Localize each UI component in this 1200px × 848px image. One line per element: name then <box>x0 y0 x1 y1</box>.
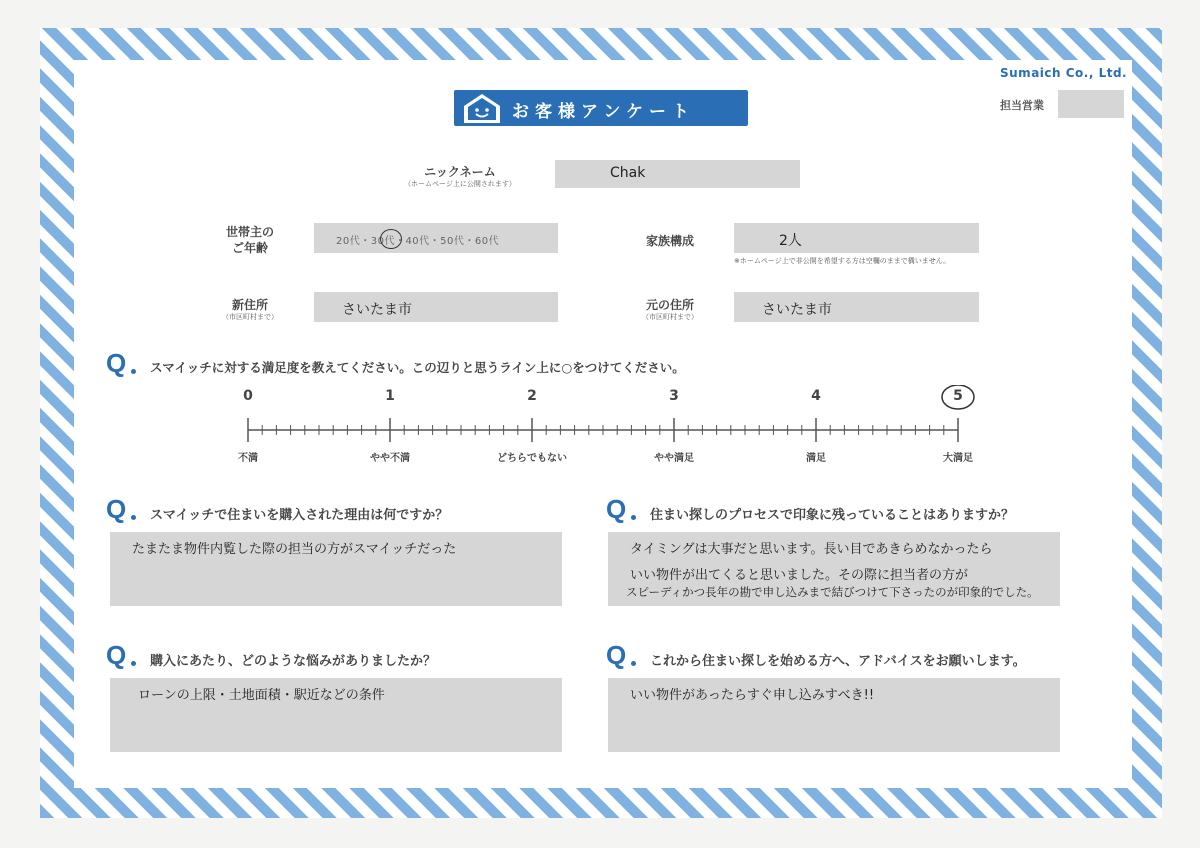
new-address-value: さいたま市 <box>342 302 412 318</box>
scale-number: 1 <box>385 388 395 404</box>
scale-label: 不満 <box>238 453 258 464</box>
new-address-label: 新住所 <box>231 298 268 312</box>
nickname-value: Chak <box>610 165 646 181</box>
family-field[interactable] <box>734 223 979 253</box>
q-text-process: 住まい探しのプロセスで印象に残っていることはありますか？ <box>650 508 1015 523</box>
satisfaction-scale <box>230 385 990 465</box>
q-text-concerns: 購入にあたり、どのような悩みがありましたか？ <box>150 654 437 669</box>
new-address-field[interactable] <box>314 292 558 322</box>
q-dot <box>631 661 636 666</box>
scale-label: 満足 <box>806 453 826 464</box>
scale-number: 4 <box>811 388 821 404</box>
answer-concerns-line1: ローンの上限・土地面積・駅近などの条件 <box>138 688 385 703</box>
old-address-note: （市区町村まで） <box>642 313 698 321</box>
company-name: Sumaich Co., Ltd. <box>1000 66 1128 80</box>
scale-label: どちらでもない <box>497 453 567 464</box>
q-dot <box>131 515 136 520</box>
q-mark-process: Q <box>606 494 627 524</box>
q-dot <box>131 661 136 666</box>
q-mark-advice: Q <box>606 640 627 670</box>
tantou-field[interactable] <box>1058 90 1124 118</box>
answer-box-advice[interactable] <box>608 678 1060 752</box>
answer-reason-line1: たまたま物件内覧した際の担当の方がスマイッチだった <box>132 542 457 557</box>
q-mark-concerns: Q <box>106 640 127 670</box>
answer-process-line3: スピーディかつ長年の勘で申し込みまで結びつけて下さったのが印象的でした。 <box>626 585 1039 599</box>
age-field[interactable] <box>314 223 558 253</box>
q-mark-satisfaction: Q <box>106 348 127 378</box>
scale-label: 大満足 <box>943 453 973 464</box>
scale-number: 3 <box>669 388 679 404</box>
survey-title-banner <box>454 90 748 126</box>
old-address-label: 元の住所 <box>645 298 694 312</box>
nickname-note: （ホームページ上に公開されます） <box>404 180 516 188</box>
family-value: 2人 <box>779 233 802 249</box>
age-label <box>210 224 290 256</box>
answer-box-process[interactable] <box>608 532 1060 606</box>
old-address-value: さいたま市 <box>762 302 832 318</box>
family-note: ※ホームページ上で非公開を希望する方は空欄のままで構いません。 <box>734 257 951 265</box>
q-text-advice: これから住まい探しを始める方へ、アドバイスをお願いします。 <box>650 654 1026 669</box>
age-selected-circle <box>380 229 402 249</box>
scale-number: 2 <box>527 388 537 404</box>
scale-number: 5 <box>953 388 963 404</box>
tantou-label: 担当営業 <box>1000 99 1044 112</box>
answer-process-line2: いい物件が出てくると思いました。その際に担当者の方が <box>630 568 969 583</box>
survey-title: お客様アンケート <box>512 102 695 122</box>
scale-label: やや満足 <box>654 453 694 464</box>
age-options: 20代・30代・40代・50代・60代 <box>336 236 500 247</box>
age-label-line1: 世帯主の <box>225 225 274 239</box>
nickname-label: ニックネーム <box>424 165 496 179</box>
q-text-reason: スマイッチで住まいを購入された理由は何ですか？ <box>150 508 449 523</box>
answer-process-line1: タイミングは大事だと思います。長い目であきらめなかったら <box>630 542 993 557</box>
answer-box-concerns[interactable] <box>110 678 562 752</box>
q-dot <box>131 369 136 374</box>
scale-label: やや不満 <box>370 453 410 464</box>
q-dot <box>631 515 636 520</box>
house-face-icon <box>462 92 502 124</box>
q-text-satisfaction: スマイッチに対する満足度を教えてください。この辺りと思うライン上に○をつけてください。 <box>150 360 685 375</box>
age-label-line2: ご年齢 <box>231 241 268 255</box>
new-address-note: （市区町村まで） <box>222 313 278 321</box>
nickname-field[interactable] <box>555 160 800 188</box>
old-address-field[interactable] <box>734 292 979 322</box>
answer-advice-line1: いい物件があったらすぐ申し込みすべき!! <box>630 688 875 703</box>
answer-box-reason[interactable] <box>110 532 562 606</box>
scale-number: 0 <box>243 388 253 404</box>
family-label: 家族構成 <box>645 234 694 248</box>
q-mark-reason: Q <box>106 494 127 524</box>
